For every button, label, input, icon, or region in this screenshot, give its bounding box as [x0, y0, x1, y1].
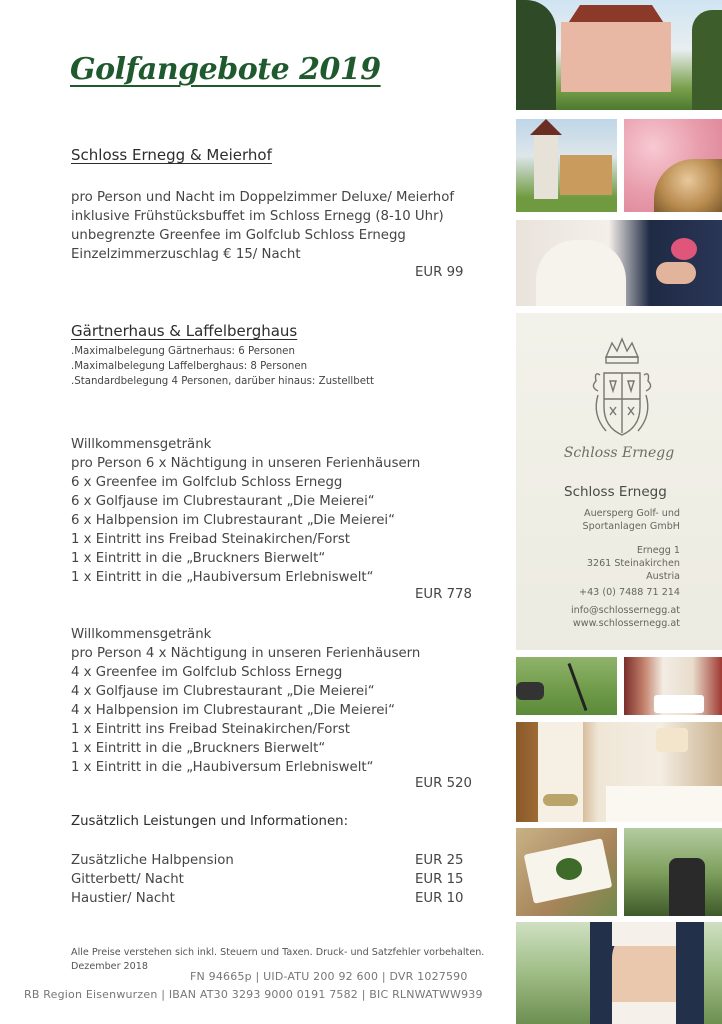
curtain-tie-shape: [543, 794, 578, 806]
table-shape: [654, 695, 704, 713]
dress-shape: [612, 1002, 682, 1024]
extras-list: [71, 851, 471, 908]
tree-shape: [692, 10, 722, 110]
offer-line: 4 x Greenfee im Golfclub Schloss Ernegg: [71, 665, 343, 680]
footer-registration: FN 94665p | UID-ATU 200 92 600 | DVR 1027590: [190, 970, 468, 983]
extras-label: Zusätzliche Halbpension: [71, 853, 234, 868]
coat-of-arms-icon: [586, 335, 658, 445]
shoe-shape: [516, 682, 544, 700]
offer-line: pro Person 4 x Nächtigung in unseren Ferienhäusern: [71, 646, 421, 661]
company-legal: [583, 507, 680, 533]
address-line: Austria: [646, 571, 680, 582]
extras-label: Haustier/ Nacht: [71, 891, 175, 906]
interior-detail-photo: [624, 119, 722, 212]
offer-line: pro Person 6 x Nächtigung in unseren Ferienhäusern: [71, 456, 421, 471]
note-line: .Maximalbelegung Laffelberghaus: 8 Personen: [71, 361, 308, 372]
conference-room-photo: [624, 657, 722, 715]
page-title: Golfangebote 2019: [70, 52, 381, 87]
golf-bag-photo: [624, 828, 722, 916]
lamp-shape: [656, 728, 688, 752]
offer-line: 6 x Halbpension im Clubrestaurant „Die Meierei“: [71, 513, 396, 528]
offer-line: Willkommensgetränk: [71, 627, 212, 642]
detail-line: unbegrenzte Greenfee im Golfclub Schloss Ernegg: [71, 228, 406, 243]
company-line: Sportanlagen GmbH: [582, 521, 680, 532]
golf-putting-photo: [516, 657, 617, 715]
footer-bank: RB Region Eisenwurzen | IBAN AT30 3293 9000 0191 7582 | BIC RLNWATWW939: [24, 988, 483, 1001]
tower-roof-shape: [530, 119, 562, 135]
offer-line: 6 x Greenfee im Golfclub Schloss Ernegg: [71, 475, 343, 490]
offer-line: 1 x Eintritt in die „Haubiversum Erlebniswelt“: [71, 570, 374, 585]
price-schloss: EUR 99: [415, 265, 464, 280]
address: [587, 544, 680, 583]
extras-price: EUR 10: [415, 891, 464, 906]
suit-shape: [676, 922, 704, 1024]
company-line: Auersperg Golf- und: [584, 508, 680, 519]
offer-line: 1 x Eintritt in die „Bruckners Bierwelt“: [71, 741, 326, 756]
gold-ornament-shape: [654, 159, 722, 212]
offer-line: 1 x Eintritt ins Freibad Steinakirchen/Forst: [71, 722, 351, 737]
building-shape: [561, 22, 671, 92]
address-line: Ernegg 1: [636, 545, 680, 556]
section-heading-ferienhaeuser: Gärtnerhaus & Laffelberghaus: [71, 322, 298, 340]
price-offer-6-nights: EUR 778: [415, 587, 472, 602]
section-heading-schloss: Schloss Ernegg & Meierhof: [71, 146, 272, 164]
extras-price: EUR 25: [415, 853, 464, 868]
detail-line: Einzelzimmerzuschlag € 15/ Nacht: [71, 247, 301, 262]
extras-label: Gitterbett/ Nacht: [71, 872, 184, 887]
company-name: Schloss Ernegg: [564, 484, 667, 500]
detail-line: pro Person und Nacht im Doppelzimmer Deluxe/ Meierhof: [71, 190, 455, 205]
golf-club-shape: [568, 663, 588, 711]
curtain-shape: [538, 722, 583, 822]
extras-row: [71, 851, 471, 870]
footnote: [71, 946, 484, 973]
occupancy-notes: [71, 344, 374, 389]
dress-shape: [536, 240, 626, 306]
offer-line: 4 x Halbpension im Clubrestaurant „Die Meierei“: [71, 703, 396, 718]
wedding-dress-photo: [516, 922, 722, 1024]
offer-line: 4 x Golfjause im Clubrestaurant „Die Meierei“: [71, 684, 375, 699]
offer-line: 1 x Eintritt ins Freibad Steinakirchen/Forst: [71, 532, 351, 547]
section-schloss-details: [71, 188, 454, 264]
boutonniere-shape: [671, 238, 697, 260]
logo-wordmark: Schloss Ernegg: [563, 445, 675, 461]
house-shape: [560, 155, 612, 195]
extras-row: [71, 889, 471, 908]
note-line: .Standardbelegung 4 Personen, darüber hinaus: Zustellbett: [71, 376, 374, 387]
email-link[interactable]: info@schlossernegg.at: [570, 605, 680, 616]
offer-line: 1 x Eintritt in die „Bruckners Bierwelt“: [71, 551, 326, 566]
website-link[interactable]: www.schlossernegg.at: [572, 618, 680, 629]
bed-shape: [606, 786, 722, 822]
phone: +43 (0) 7488 71 214: [579, 587, 680, 598]
address-line: 3261 Steinakirchen: [586, 558, 680, 569]
castle-photo: [516, 0, 722, 110]
footnote-date: Dezember 2018: [71, 960, 148, 972]
offer-line: 6 x Golfjause im Clubrestaurant „Die Meierei“: [71, 494, 375, 509]
footnote-line: Alle Preise verstehen sich inkl. Steuern und Taxen. Druck- und Satzfehler vorbehalten.: [71, 947, 485, 958]
offer-6-nights: [71, 435, 420, 587]
plant-shape: [556, 858, 582, 880]
tree-shape: [516, 0, 556, 110]
contact-card: [516, 313, 722, 650]
golf-bag-shape: [669, 858, 705, 916]
offer-line: 1 x Eintritt in die „Haubiversum Erlebniswelt“: [71, 760, 374, 775]
offer-4-nights: [71, 625, 420, 777]
wedding-couple-photo: [516, 220, 722, 306]
web-contact: [571, 604, 680, 630]
detail-line: inklusive Frühstücksbuffet im Schloss Ernegg (8-10 Uhr): [71, 209, 444, 224]
bedroom-photo: [516, 722, 722, 822]
price-offer-4-nights: EUR 520: [415, 776, 472, 791]
tower-photo: [516, 119, 617, 212]
hand-shape: [656, 262, 696, 284]
tower-shape: [534, 129, 558, 199]
note-line: .Maximalbelegung Gärtnerhaus: 6 Personen: [71, 346, 295, 357]
book-plant-photo: [516, 828, 617, 916]
extras-row: [71, 870, 471, 889]
lace-shape: [612, 922, 682, 946]
extras-price: EUR 15: [415, 872, 464, 887]
offer-line: Willkommensgetränk: [71, 437, 212, 452]
extras-heading: Zusätzlich Leistungen und Informationen:: [71, 814, 349, 829]
